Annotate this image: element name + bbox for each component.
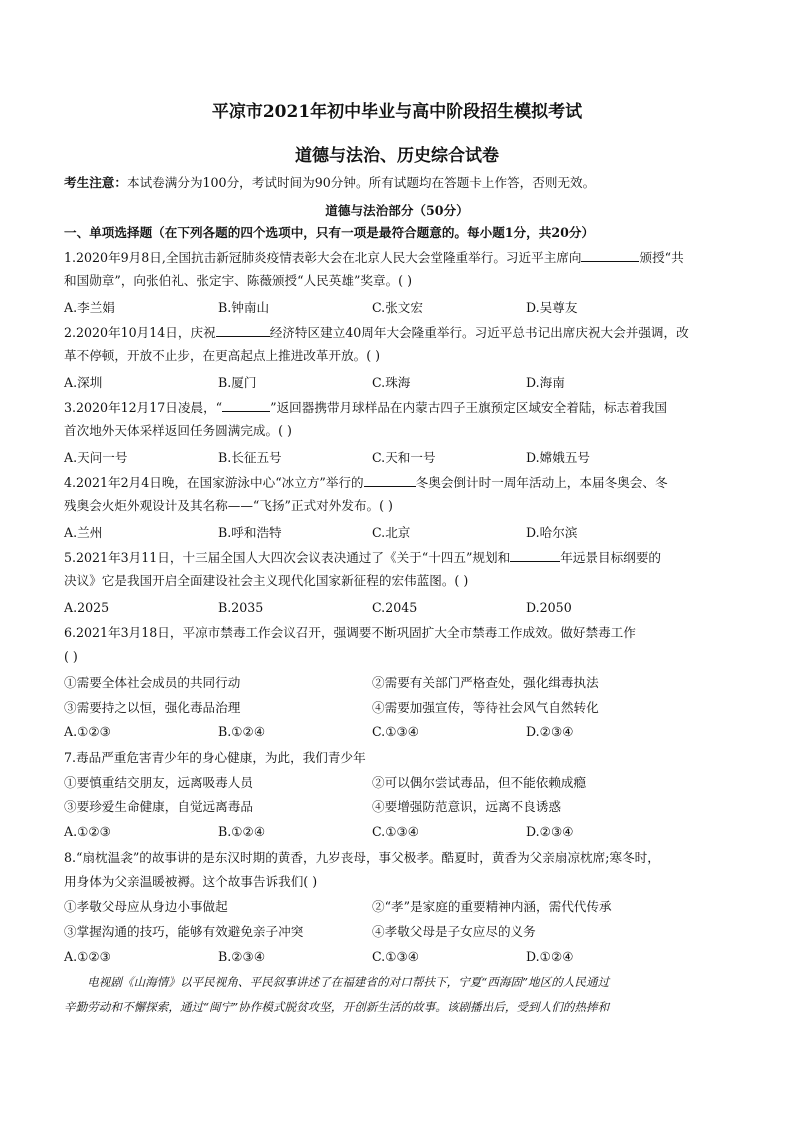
q2-option-a: A.深圳	[64, 375, 103, 390]
q3-text-a: 3.2020年12月17日凌晨，“	[64, 400, 223, 415]
q6-item-4: ④需要加强宣传，等待社会风气自然转化	[372, 700, 599, 715]
notice-text: 本试卷满分为100分，考试时间为90分钟。所有试题均在答题卡上作答，否则无效。	[126, 175, 596, 190]
question-4-line-2: 残奥会火炬外观设计及其名称——“飞扬”正式对外发布。( )	[64, 498, 393, 513]
q8-option-d: D.①②④	[526, 949, 574, 964]
question-4-line-1	[64, 474, 736, 492]
q4-option-b: B.呼和浩特	[218, 525, 282, 540]
q3-option-c: C.天和一号	[372, 450, 436, 465]
q3-text-b: ”返回器携带月球样品在内蒙古四子王旗预定区域安全着陆，标志着我国	[270, 400, 667, 415]
answer-blank	[510, 549, 560, 562]
q5-text-a: 5.2021年3月11日，十三届全国人大四次会议表决通过了《关于“十四五”规划和	[64, 550, 511, 565]
q6-item-3: ③需要持之以恒，强化毒品治理	[64, 700, 241, 715]
q2-option-b: B.厦门	[218, 375, 257, 390]
question-1-line-2: 和国勋章”，向张伯礼、张定宇、陈薇颁授“人民英雄”奖章。( )	[64, 273, 412, 288]
q5-option-d: D.2050	[526, 600, 572, 615]
q5-option-a: A.2025	[64, 600, 110, 615]
answer-blank	[364, 474, 416, 487]
q8-option-a: A.①②③	[64, 949, 111, 964]
passage-line-2: 辛勤劳动和不懈探索，通过“闽宁”协作模式脱贫攻坚，开创新生活的故事。该剧播出后，受到人们的热捧和	[64, 1000, 610, 1014]
q6-option-b: B.①②④	[218, 724, 266, 739]
q1-option-c: C.张文宏	[372, 300, 423, 315]
q2-option-d: D.海南	[526, 375, 565, 390]
question-6-line-2: ( )	[64, 649, 78, 664]
passage-line-1: 电视剧《山海情》以平民视角、平民叙事讲述了在福建省的对口帮扶下，宁夏“西海固”地区的人民通过	[87, 975, 610, 989]
q8-item-2: ②“孝”是家庭的重要精神内涵，需代代传承	[372, 899, 612, 914]
q1-option-d: D.吴尊友	[526, 300, 578, 315]
question-7-line-1: 7.毒品严重危害青少年的身心健康，为此，我们青少年	[64, 750, 366, 765]
question-8-line-1: 8.“扇枕温衾”的故事讲的是东汉时期的黄香，九岁丧母，事父极孝。酷夏时，黄香为父亲扇凉枕席;寒冬时，	[64, 850, 660, 865]
q6-option-a: A.①②③	[64, 724, 111, 739]
q2-option-c: C.珠海	[372, 375, 411, 390]
q1-text-a: 1.2020年9月8日,全国抗击新冠肺炎疫情表彰大会在北京人民大会堂隆重举行。习近平主席向	[64, 250, 582, 265]
q4-text-a: 4.2021年2月4日晚，在国家游泳中心“冰立方”举行的	[64, 475, 364, 490]
q8-item-1: ①孝敬父母应从身边小事做起	[64, 899, 228, 914]
question-5-line-2: 决议》它是我国开启全面建设社会主义现代化国家新征程的宏伟蓝图。( )	[64, 573, 469, 588]
q5-text-b: 年远景目标纲要的	[560, 550, 661, 565]
reading-passage	[64, 970, 736, 1020]
q1-text-b: 颁授“共	[639, 250, 684, 265]
q7-option-a: A.①②③	[64, 824, 111, 839]
answer-blank	[581, 249, 639, 262]
q8-option-c: C.①③④	[372, 949, 420, 964]
q5-option-c: C.2045	[372, 600, 418, 615]
q6-option-c: C.①③④	[372, 724, 420, 739]
q7-option-c: C.①③④	[372, 824, 420, 839]
question-3-line-1	[64, 399, 736, 417]
q3-option-d: D.嫦娥五号	[526, 450, 591, 465]
answer-blank	[222, 399, 270, 412]
q7-item-1: ①要慎重结交朋友，远离吸毒人员	[64, 775, 253, 790]
question-3-line-2: 首次地外天体采样返回任务圆满完成。( )	[64, 423, 292, 438]
question-2-line-1	[64, 324, 736, 342]
q2-text-b: 经济特区建立40周年大会隆重举行。习近平总书记出席庆祝大会并强调，改	[269, 325, 689, 340]
notice-label: 考生注意：	[64, 175, 127, 190]
q7-option-d: D.②③④	[526, 824, 574, 839]
section-title: 道德与法治部分（50分）	[325, 203, 469, 218]
exam-title: 平凉市2021年初中毕业与高中阶段招生模拟考试	[211, 102, 583, 122]
question-2-line-2: 革不停顿，开放不止步，在更高起点上推进改革开放。( )	[64, 348, 381, 363]
q2-text-a: 2.2020年10月14日，庆祝	[64, 325, 216, 340]
q1-option-a: A.李兰娟	[64, 300, 115, 315]
q8-option-b: B.②③④	[218, 949, 266, 964]
q3-option-a: A.天问一号	[64, 450, 128, 465]
question-5-line-1	[64, 549, 736, 567]
question-8-line-2: 用身体为父亲温暖被褥。这个故事告诉我们( )	[64, 874, 318, 889]
q4-option-a: A.兰州	[64, 525, 103, 540]
q6-item-2: ②需要有关部门严格查处，强化缉毒执法	[372, 675, 599, 690]
q7-item-4: ④要增强防范意识，远离不良诱惑	[372, 799, 561, 814]
q6-option-d: D.②③④	[526, 724, 574, 739]
q4-text-b: 冬奥会倒计时一周年活动上，本届冬奥会、冬	[415, 475, 668, 490]
q7-item-3: ③要珍爱生命健康，自觉远离毒品	[64, 799, 253, 814]
q1-option-b: B.钟南山	[218, 300, 270, 315]
q8-item-3: ③掌握沟通的技巧，能够有效避免亲子冲突	[64, 924, 304, 939]
q5-option-b: B.2035	[218, 600, 264, 615]
part-heading: 一、单项选择题（在下列各题的四个选项中，只有一项是最符合题意的。每小题1分，共20分）	[64, 225, 595, 240]
q3-option-b: B.长征五号	[218, 450, 282, 465]
q7-option-b: B.①②④	[218, 824, 266, 839]
q4-option-d: D.哈尔滨	[526, 525, 578, 540]
question-6-line-1: 6.2021年3月18日，平凉市禁毒工作会议召开，强调要不断巩固扩大全市禁毒工作成效。做好禁毒工作	[64, 625, 636, 640]
exam-subtitle: 道德与法治、历史综合试卷	[295, 146, 499, 166]
q6-item-1: ①需要全体社会成员的共同行动	[64, 675, 241, 690]
q8-item-4: ④孝敬父母是子女应尽的义务	[372, 924, 536, 939]
q4-option-c: C.北京	[372, 525, 411, 540]
notice-line	[64, 174, 736, 192]
q7-item-2: ②可以偶尔尝试毒品，但不能依赖成瘾	[372, 775, 587, 790]
answer-blank	[216, 324, 270, 337]
question-1-line-1	[64, 249, 736, 267]
